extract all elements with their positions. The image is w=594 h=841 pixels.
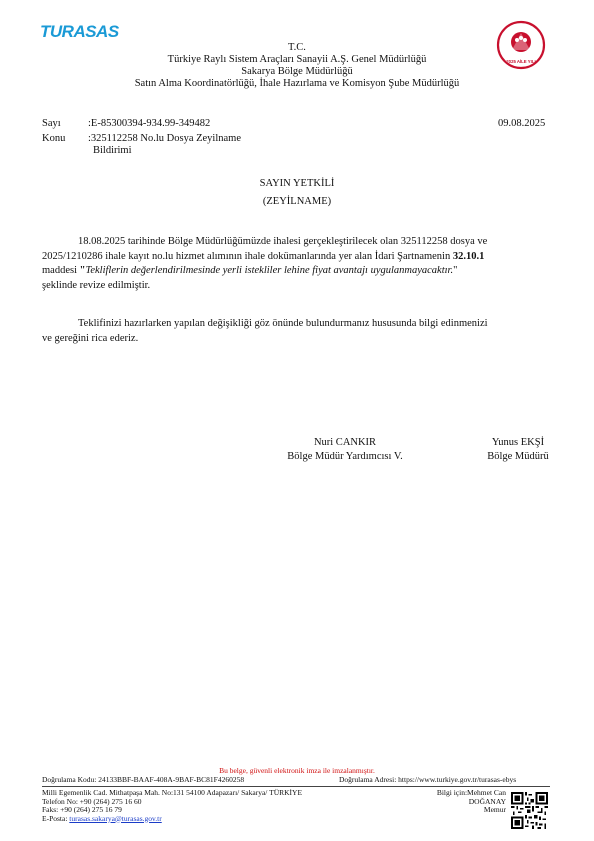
body-paragraph-1 [42, 235, 552, 293]
signer-name: Yunus EKŞİ [491, 437, 545, 448]
verify-code: Doğrulama Kodu: 24133BBF-BAAF-408A-9BAF-BC81F4260258 [42, 775, 245, 784]
quote-open: " [79, 265, 86, 276]
konu-value-cont: Bildirimi [93, 145, 132, 156]
para1-line2 [42, 250, 552, 265]
address: Milli Egemenlik Cad. Mithatpaşa Mah. No:131 54100 Adapazarı/ Sakarya/ TÜRKİYE [42, 788, 303, 797]
para1-line2-text: 2025/1210286 ihale kayıt no.lu hizmet alımının ihale dokümanlarında yer alan İdari Şartnamenin [42, 250, 453, 262]
para2-line2: ve gereğini rica ederiz. [42, 332, 139, 344]
signer-name: Nuri CANKIR [313, 437, 377, 448]
fax: Faks: +90 (264) 275 16 79 [42, 805, 122, 814]
konu-value: :325112258 No.lu Dosya Zeyilname [88, 133, 242, 144]
signature-block-2 [468, 436, 568, 464]
email-line [42, 815, 162, 824]
salutation: SAYIN YETKİLİ [259, 178, 335, 189]
qr-code-icon [511, 792, 548, 829]
signer-title: Bölge Müdürü [487, 451, 549, 462]
phone: Telefon No: +90 (264) 275 16 60 [42, 796, 142, 806]
header-line-department: Satın Alma Koordinatörlüğü, İhale Hazırlama ve Komisyon Şube Müdürlüğü [134, 78, 460, 89]
esign-notice: Bu belge, güvenli elektronik imza ile imzalanmıştır. [219, 766, 375, 775]
konu-label: Konu [42, 133, 66, 144]
contact-line-3: Memur [483, 805, 506, 814]
quoted-clause: Tekliflerin değerlendirilmesinde yerli istekliler lehine fiyat avantajı uygulanmayacaktır. [85, 265, 454, 276]
seal-text: 2025 AİLE YILI [506, 59, 536, 64]
header-line-tc: T.C. [288, 42, 306, 53]
header-line-region: Sakarya Bölge Müdürlüğü [241, 66, 353, 77]
para2-line1: Teklifinizi hazırlarken yapılan değişikliği göz önünde bulundurmanız hususunda bilgi edinmenizi [78, 318, 488, 329]
email-link[interactable]: turasas.sakarya@turasas.gov.tr [69, 813, 162, 823]
subtitle: (ZEYİLNAME) [262, 196, 332, 207]
turasas-logo: TURASAS [40, 22, 119, 41]
article-number: 32.10.1 [452, 250, 485, 262]
document-date: 09.08.2025 [498, 118, 546, 129]
verify-address[interactable]: Doğrulama Adresi: https://www.turkiye.gov.tr/turasas-ebys [339, 775, 517, 784]
para1-line1: 18.08.2025 tarihinde Bölge Müdürlüğümüzde ihalesi gerçekleştirilecek olan 325112258 dosya ve [78, 236, 488, 247]
para1-line4: şeklinde revize edilmiştir. [42, 279, 151, 291]
contact-line-1: Bilgi için:Mehmet Can [436, 788, 506, 797]
para1-line3 [42, 264, 552, 279]
header-line-company: Türkiye Raylı Sistem Araçları Sanayii A.Ş. Genel Müdürlüğü [167, 54, 427, 65]
letterhead [0, 42, 594, 90]
signer-title: Bölge Müdür Yardımcısı V. [287, 451, 403, 462]
contact-info [418, 789, 506, 815]
signature-block-1 [270, 436, 420, 464]
body-paragraph-2 [42, 317, 552, 346]
email-label: E-Posta: [42, 813, 70, 823]
sayi-label: Sayı [42, 118, 61, 129]
footer-divider [42, 786, 550, 787]
contact-line-2: DOĞANAY [468, 796, 506, 806]
quote-close: " [453, 265, 458, 276]
sayi-value: :E-85300394-934.99-349482 [88, 118, 211, 129]
para1-line3-text: maddesi [42, 265, 80, 276]
